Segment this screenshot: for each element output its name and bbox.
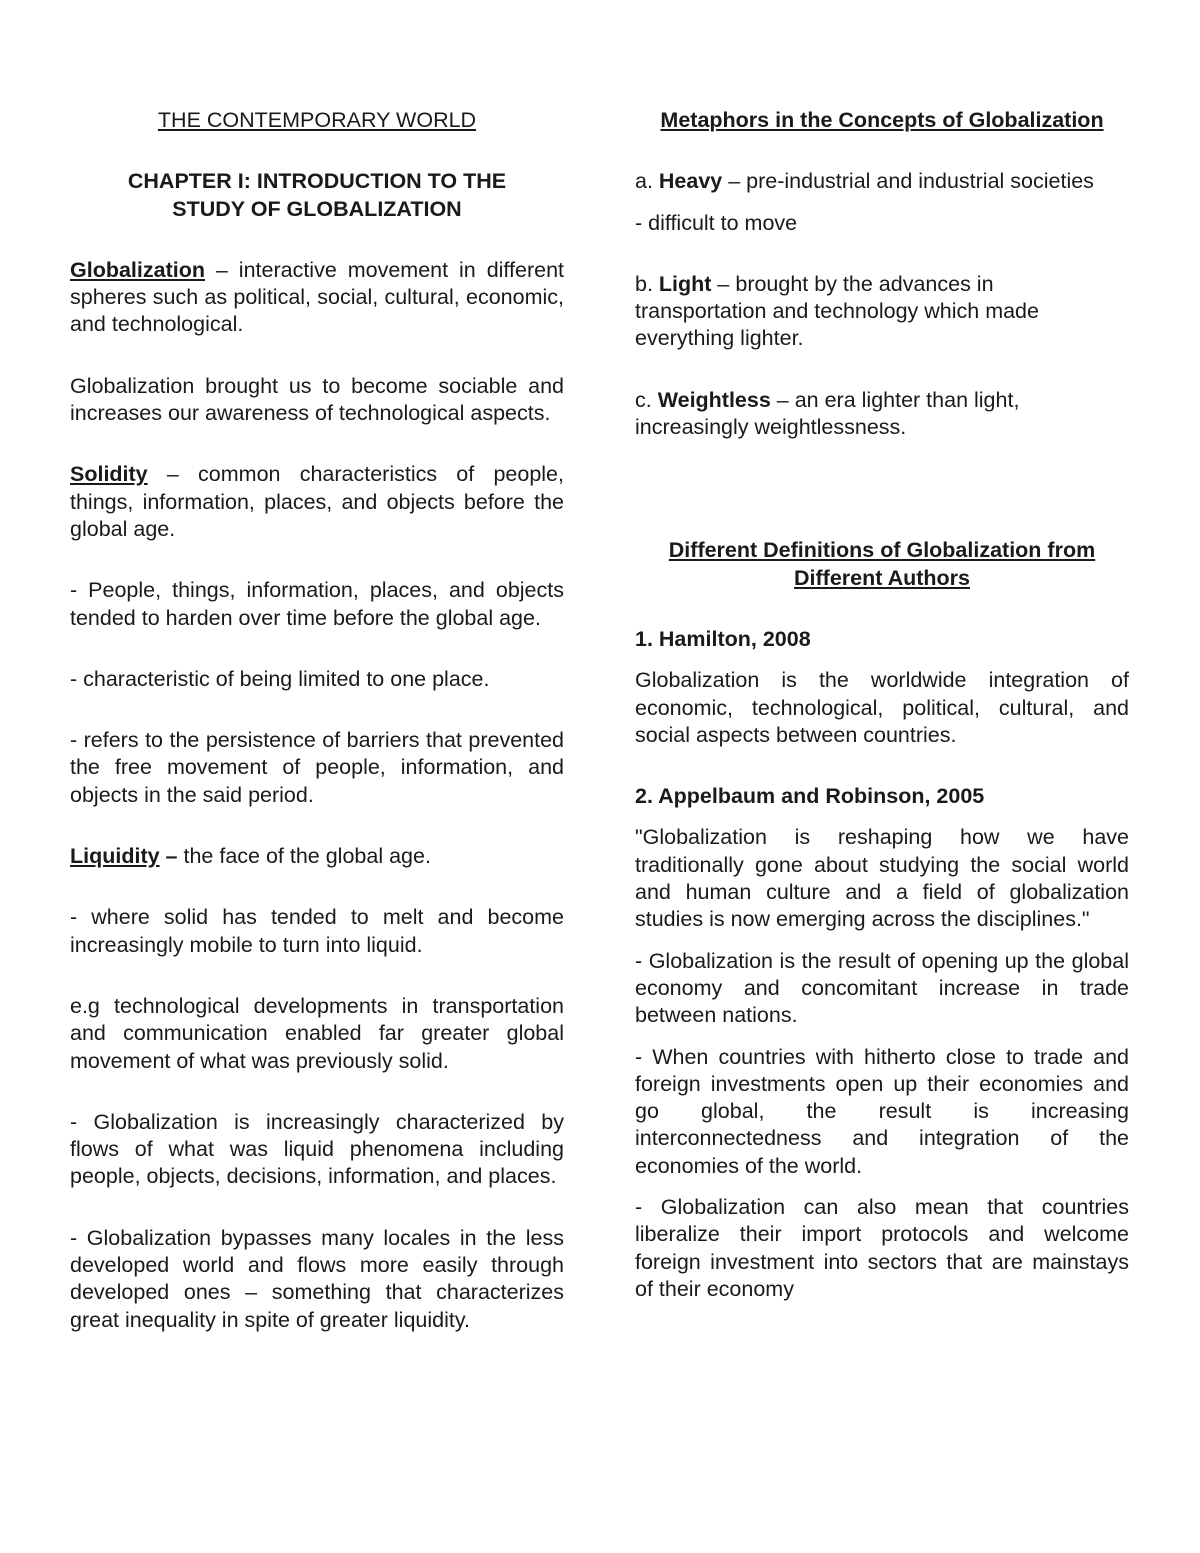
author-1-definition: Globalization is the worldwide integration of economic, technological, political, cultural, and social aspects between countries. bbox=[635, 668, 1129, 747]
author-2-bullet-3: - Globalization can also mean that countries liberalize their import protocols and welcome foreign investment into sectors that are mainstays of their economy bbox=[635, 1195, 1129, 1301]
liquidity-term: Liquidity bbox=[70, 844, 160, 869]
liquidity-bullet-3: - Globalization bypasses many locales in the less developed world and flows more easily through developed ones – something that characterizes great inequality in spite of greater liquidity. bbox=[70, 1225, 564, 1332]
light-def-text: – brought by the advances in transportation and technology which made everything lighter. bbox=[635, 271, 1039, 351]
weightless-prefix: c. bbox=[635, 387, 658, 412]
definitions-heading: Different Definitions of Globalization from Different Authors bbox=[668, 538, 1096, 590]
globalization-definition bbox=[70, 257, 564, 339]
document-title: THE CONTEMPORARY WORLD bbox=[157, 108, 477, 132]
globalization-brought-paragraph: Globalization brought us to become sociable and increases our awareness of technological aspects. bbox=[70, 373, 564, 426]
liquidity-bullet-1: - where solid has tended to melt and become increasingly mobile to turn into liquid. bbox=[70, 905, 564, 957]
solidity-def-text: – common characteristics of people, things, information, places, and objects before the global age. bbox=[70, 462, 564, 541]
liquidity-definition bbox=[70, 843, 564, 870]
liquidity-def-text: the face of the global age. bbox=[177, 844, 431, 869]
metaphor-light bbox=[635, 271, 1129, 353]
author-1-heading: 1. Hamilton, 2008 bbox=[635, 626, 811, 651]
heavy-bullet-1: - difficult to move bbox=[635, 210, 798, 235]
author-2-heading: 2. Appelbaum and Robinson, 2005 bbox=[635, 784, 985, 809]
liquidity-dash: – bbox=[159, 844, 178, 869]
globalization-term: Globalization bbox=[70, 257, 205, 282]
liquidity-example: e.g technological developments in transportation and communication enabled far greater global movement of what was previously solid. bbox=[70, 993, 564, 1073]
solidity-term: Solidity bbox=[70, 462, 148, 487]
author-2-quote: "Globalization is reshaping how we have traditionally gone about studying the social world and human culture and a field of globalization studies is now emerging across the disciplines." bbox=[635, 825, 1129, 932]
solidity-bullet-2: - characteristic of being limited to one place. bbox=[70, 666, 490, 691]
solidity-bullet-1: - People, things, information, places, and objects tended to harden over time before the global age. bbox=[70, 578, 564, 630]
liquidity-bullet-2: - Globalization is increasingly characterized by flows of what was liquid phenomena including people, objects, decisions, information, and places. bbox=[70, 1109, 564, 1189]
author-2-bullet-2: - When countries with hitherto close to trade and foreign investments open up their economies and go global, the result is increasing interconnectedness and integration of the economies of the world. bbox=[635, 1044, 1129, 1178]
globalization-def-text: – interactive movement in different spheres such as political, social, cultural, economic, and technological. bbox=[70, 257, 564, 337]
metaphors-heading: Metaphors in the Concepts of Globalization bbox=[660, 108, 1104, 132]
solidity-definition bbox=[70, 461, 564, 543]
weightless-def-text: – an era lighter than light, increasingly weightlessness. bbox=[635, 387, 1020, 440]
heavy-term: Heavy bbox=[658, 169, 723, 194]
metaphor-weightless bbox=[635, 387, 1129, 442]
right-column bbox=[635, 107, 1129, 1303]
heavy-def-text: – pre-industrial and industrial societies bbox=[722, 169, 1094, 194]
light-term: Light bbox=[658, 271, 712, 296]
metaphor-heavy bbox=[635, 168, 1129, 195]
author-2-bullet-1: - Globalization is the result of opening up the global economy and concomitant increase in trade between nations. bbox=[635, 948, 1129, 1028]
heavy-prefix: a. bbox=[635, 169, 659, 194]
chapter-title: CHAPTER I: INTRODUCTION TO THE STUDY OF GLOBALIZATION bbox=[127, 169, 507, 221]
light-prefix: b. bbox=[635, 271, 659, 296]
left-column bbox=[70, 107, 564, 1334]
solidity-bullet-3: - refers to the persistence of barriers that prevented the free movement of people, information, and objects in the said period. bbox=[70, 728, 564, 807]
weightless-term: Weightless bbox=[657, 387, 771, 412]
